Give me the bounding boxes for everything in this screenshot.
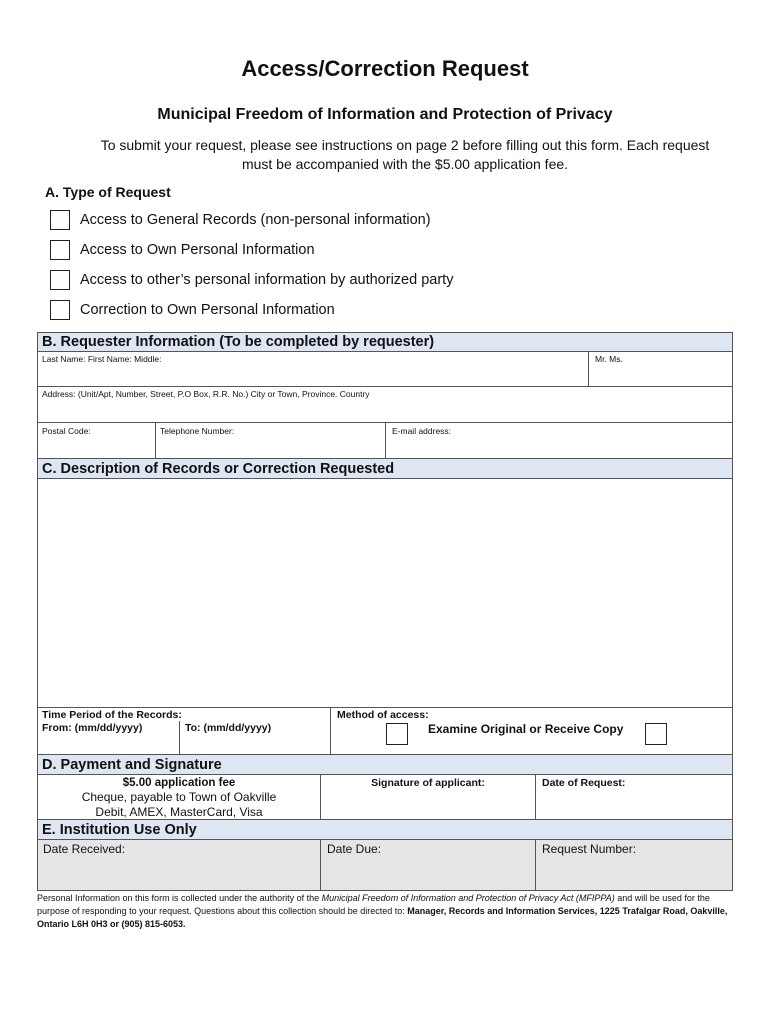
section-a-title: A. Type of Request xyxy=(45,184,171,200)
date-due-field xyxy=(320,839,536,891)
form-subtitle: Municipal Freedom of Information and Protection of Privacy xyxy=(157,106,613,123)
to-date-field[interactable] xyxy=(180,721,331,755)
time-period-label: Time Period of the Records: xyxy=(42,709,182,721)
date-received-field xyxy=(37,839,321,891)
signature-field[interactable] xyxy=(320,774,536,820)
postal-code-field[interactable] xyxy=(37,422,156,459)
telephone-label: Telephone Number: xyxy=(160,426,235,436)
date-due-label: Date Due: xyxy=(327,842,382,856)
request-number-label: Request Number: xyxy=(542,842,637,856)
request-type-option-correction[interactable] xyxy=(50,298,335,322)
privacy-act-name: Municipal Freedom of Information and Protection of Privacy Act (MFIPPA) xyxy=(321,893,615,903)
email-field[interactable] xyxy=(385,422,733,459)
section-c-header: C. Description of Records or Correction Requested xyxy=(37,458,733,479)
section-b-header: B. Requester Information (To be completed by requester) xyxy=(37,332,733,352)
own-personal-checkbox[interactable] xyxy=(50,240,70,260)
option-label: Access to Own Personal Information xyxy=(80,242,315,258)
request-type-option-others[interactable] xyxy=(50,268,453,292)
request-type-option-general[interactable] xyxy=(50,208,431,232)
to-date-label: To: (mm/dd/yyyy) xyxy=(185,722,272,734)
privacy-notice xyxy=(37,892,733,931)
payment-info-cell xyxy=(37,774,321,820)
from-date-field[interactable] xyxy=(37,721,180,755)
address-label: Address: (Unit/Apt, Number, Street, P.O Box, R.R. No.) City or Town, Province. Country xyxy=(42,389,370,399)
section-e-header: E. Institution Use Only xyxy=(37,819,733,840)
examine-original-checkbox[interactable] xyxy=(386,723,408,745)
salutation-label: Mr. Ms. xyxy=(595,354,623,364)
salutation-field[interactable] xyxy=(588,351,733,387)
name-label: Last Name: First Name: Middle: xyxy=(42,354,162,364)
email-label: E-mail address: xyxy=(392,426,452,436)
date-of-request-label: Date of Request: xyxy=(542,777,626,789)
privacy-notice-text-2: and will be used for the purpose of responding to your request. Questions about this collection should be directed to: xyxy=(37,893,710,916)
request-type-option-own[interactable] xyxy=(50,238,315,262)
method-label: Method of access: xyxy=(337,709,429,721)
form-title: Access/Correction Request xyxy=(241,56,529,81)
from-date-label: From: (mm/dd/yyyy) xyxy=(42,722,143,734)
postal-code-label: Postal Code: xyxy=(42,426,91,436)
option-label: Access to General Records (non-personal information) xyxy=(80,212,431,228)
others-personal-checkbox[interactable] xyxy=(50,270,70,290)
privacy-notice-text-1: Personal Information on this form is collected under the authority of the xyxy=(37,893,322,903)
payment-method-cheque: Cheque, payable to Town of Oakville xyxy=(81,790,277,804)
method-option-label: Examine Original or Receive Copy xyxy=(428,722,624,736)
fee-label: $5.00 application fee xyxy=(122,777,236,789)
option-label: Correction to Own Personal Information xyxy=(80,302,335,318)
privacy-contact: Manager, Records and Information Services, 1225 Trafalgar Road, Oakville, Ontario L6H 0H3 or (905) 815-6053. xyxy=(37,906,728,929)
date-of-request-field[interactable] xyxy=(535,774,733,820)
name-field[interactable] xyxy=(37,351,589,387)
form-instructions: To submit your request, please see instructions on page 2 before filling out this form. Each request must be accompanied with the $5.00 application fee. xyxy=(100,137,710,172)
signature-label: Signature of applicant: xyxy=(371,777,485,789)
date-received-label: Date Received: xyxy=(43,842,126,856)
description-textarea[interactable] xyxy=(37,478,733,708)
correction-checkbox[interactable] xyxy=(50,300,70,320)
receive-copy-checkbox[interactable] xyxy=(645,723,667,745)
telephone-field[interactable] xyxy=(155,422,386,459)
section-d-header: D. Payment and Signature xyxy=(37,754,733,775)
request-number-field xyxy=(535,839,733,891)
address-field[interactable] xyxy=(37,386,733,423)
general-records-checkbox[interactable] xyxy=(50,210,70,230)
payment-method-cards: Debit, AMEX, MasterCard, Visa xyxy=(95,805,263,819)
option-label: Access to other’s personal information by authorized party xyxy=(80,272,454,288)
